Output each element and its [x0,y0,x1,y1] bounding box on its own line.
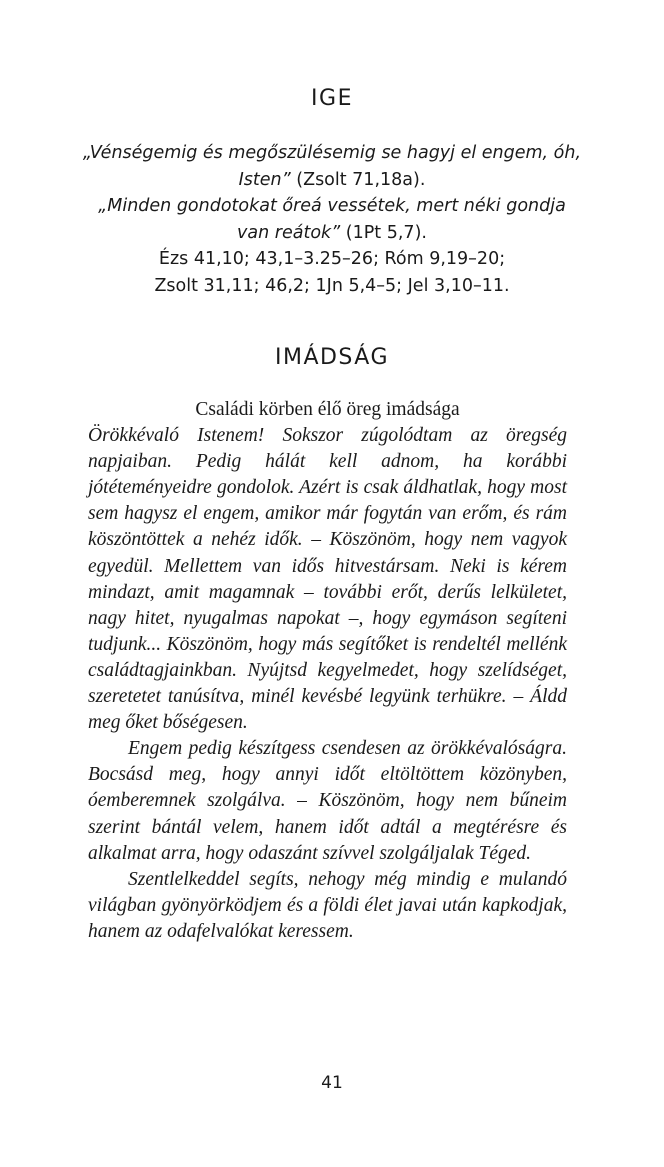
prayer-paragraph-2: Engem pedig készítgess csendesen az örökkévalóságra. Bocsásd meg, hogy annyi időt eltöltöttem közönyben, óemberemnek szolgálva. – Köszönöm, hogy nem bűneim szerint bántál velem, hanem időt adtál a megtérésre és alkalmat arra, hogy odaszánt szívvel szolgáljalak Téged. [88,738,567,864]
prayer-paragraph-1: Örökkévaló Istenem! Sokszor zúgolódtam az öregség napjaiban. Pedig hálát kell adnom, ha korábbi jótéteményeidre gondolok. Azért is csak áldhatlak, hogy most sem hagysz el engem, amikor már fogytán van erőm, és rám köszöntöttek a nehéz idők. – Köszönöm, hogy nem vagyok egyedül. Mellettem van idős hitvestársam. Neki is kérem mindazt, amit magamnak – további erőt, derűs lelkületet, nagy hitet, nyugalmas napokat –, hogy egymáson segíteni tudjunk... Köszönöm, hogy más segítőket is rendeltél mellénk családtagjainkban. Nyújtsd kegyelmedet, hogy szelídséget, szeretetet tanúsítva, minél kevésbé legyünk terhükre. – Áldd meg őket bőségesen. [88,425,567,734]
page-number: 41 [321,1073,343,1093]
ige-verse-1 [82,140,582,193]
imadsag-section-title: IMÁDSÁG [274,345,390,370]
ige-verse-2 [82,193,582,246]
ige-section-title: IGE [311,86,353,111]
ige-readings-line-1: Ézs 41,10; 43,1–3.25–26; Róm 9,19–20; [158,249,506,269]
ige-verses [82,140,582,299]
prayer-heading: Családi körben élő öreg imádsága [195,399,460,420]
prayer-paragraph-3: Szentlelkeddel segíts, nehogy még mindig e mulandó világban gyönyörködjem és a földi élet javai után kapkodjak, hanem az odafelvalókat keressem. [88,868,567,942]
ige-readings-line-2: Zsolt 31,11; 46,2; 1Jn 5,4–5; Jel 3,10–11. [154,275,510,296]
ige-verse-1-ref: (Zsolt 71,18a). [290,169,426,190]
ige-verse-1-quote: „Vénségemig és megőszülésemig se hagyj el engem, óh, Isten” [82,143,582,190]
ige-verse-2-quote: „Minden gondotokat őreá vessétek, mert néki gondja van reátok” [98,196,566,243]
ige-verse-2-ref: (1Pt 5,7). [340,222,427,243]
prayer-text [88,397,567,945]
